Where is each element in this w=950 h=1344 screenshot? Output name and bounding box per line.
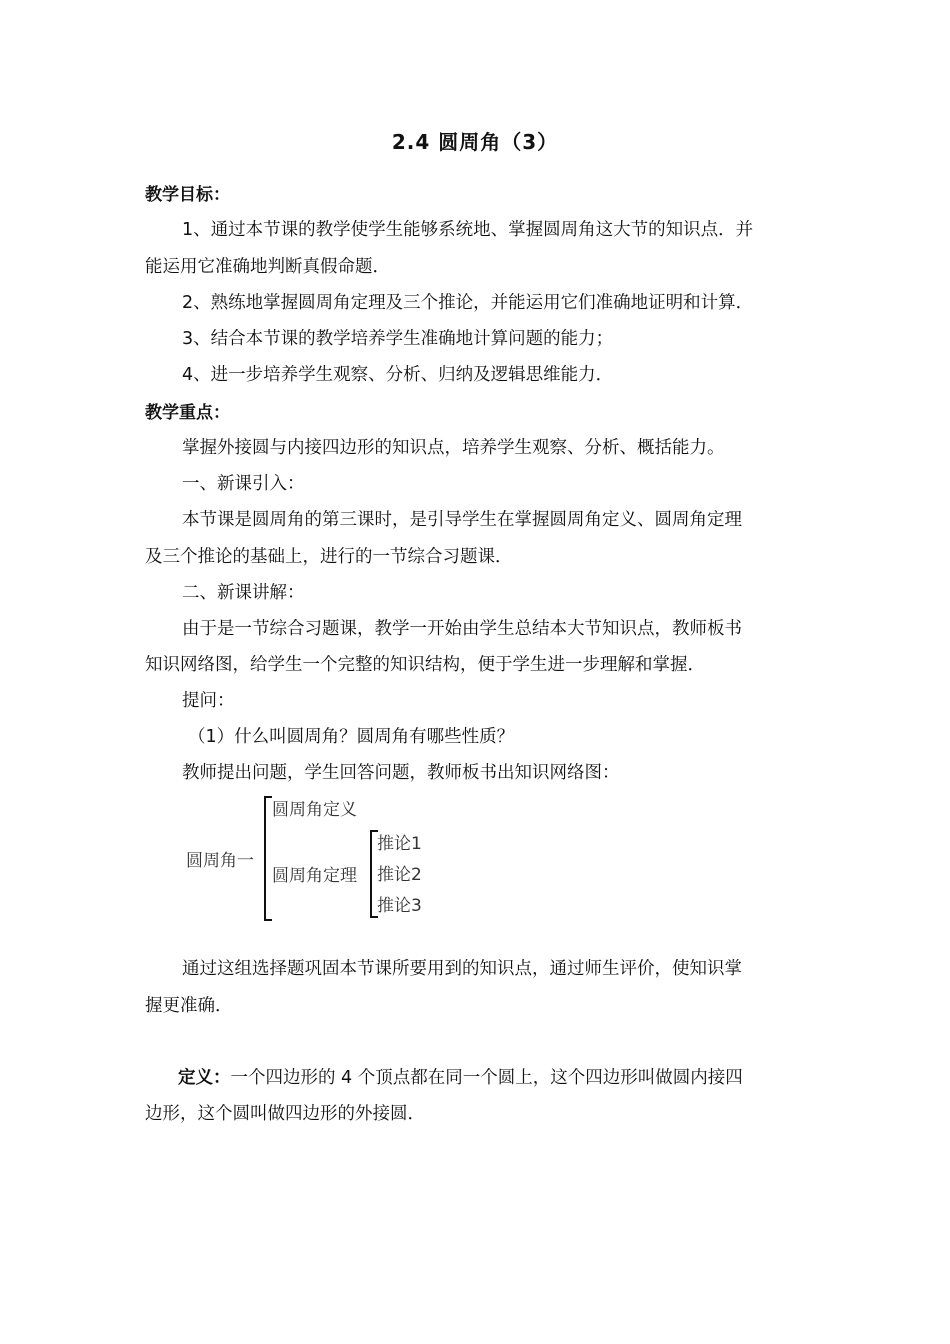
tree-root: 圆周角一 xyxy=(186,851,254,871)
page-title: 2.4 圆周角（3） xyxy=(391,130,559,154)
intro-line-1: 本节课是圆周角的第三课时，是引导学生在掌握圆周角定义、圆周角定理 xyxy=(182,510,742,530)
tree-definition: 圆周角定义 xyxy=(272,800,357,820)
definition-label: 定义： xyxy=(178,1068,231,1088)
keypoints-heading: 教学重点： xyxy=(145,403,230,423)
objective-4: 4、进一步培养学生观察、分析、归纳及逻辑思维能力． xyxy=(182,365,614,385)
objective-3: 3、结合本节课的教学培养学生准确地计算问题的能力； xyxy=(182,329,614,349)
keypoints-text: 掌握外接圆与内接四边形的知识点，培养学生观察、分析、概括能力。 xyxy=(182,438,725,458)
lecture-heading: 二、新课讲解： xyxy=(182,583,305,603)
definition-text-1: 一个四边形的 4 个顶点都在同一个圆上，这个四边形叫做圆内接四 xyxy=(230,1068,743,1088)
tree-corollary-3: 推论3 xyxy=(377,896,422,916)
lecture-question: （1）什么叫圆周角？圆周角有哪些性质？ xyxy=(188,727,515,747)
objective-1-cont: 能运用它准确地判断真假命题． xyxy=(145,257,390,277)
lecture-line-2: 知识网络图，给学生一个完整的知识结构，便于学生进一步理解和掌握． xyxy=(145,655,705,675)
lecture-line-1: 由于是一节综合习题课，教学一开始由学生总结本大节知识点，教师板书 xyxy=(182,619,742,639)
summary-line-1: 通过这组选择题巩固本节课所要用到的知识点，通过师生评价，使知识掌 xyxy=(182,959,742,979)
objective-1: 1、通过本节课的教学使学生能够系统地、掌握圆周角这大节的知识点．并 xyxy=(182,220,754,240)
objectives-heading: 教学目标： xyxy=(145,185,230,205)
tree-theorem: 圆周角定理 xyxy=(272,866,357,886)
intro-line-2: 及三个推论的基础上，进行的一节综合习题课． xyxy=(145,547,513,567)
tree-corollary-1: 推论1 xyxy=(377,834,422,854)
objective-2: 2、熟练地掌握圆周角定理及三个推论，并能运用它们准确地证明和计算． xyxy=(182,293,754,313)
summary-line-2: 握更准确． xyxy=(145,996,233,1016)
lecture-ask: 提问： xyxy=(182,691,235,711)
tree-corollary-2: 推论2 xyxy=(377,865,422,885)
intro-heading: 一、新课引入： xyxy=(182,474,305,494)
tree-bracket-main xyxy=(264,796,272,921)
lecture-answer: 教师提出问题，学生回答问题，教师板书出知识网络图： xyxy=(182,763,620,783)
definition-line-1 xyxy=(178,1064,743,1089)
definition-line-2: 边形，这个圆叫做四边形的外接圆． xyxy=(145,1104,425,1124)
